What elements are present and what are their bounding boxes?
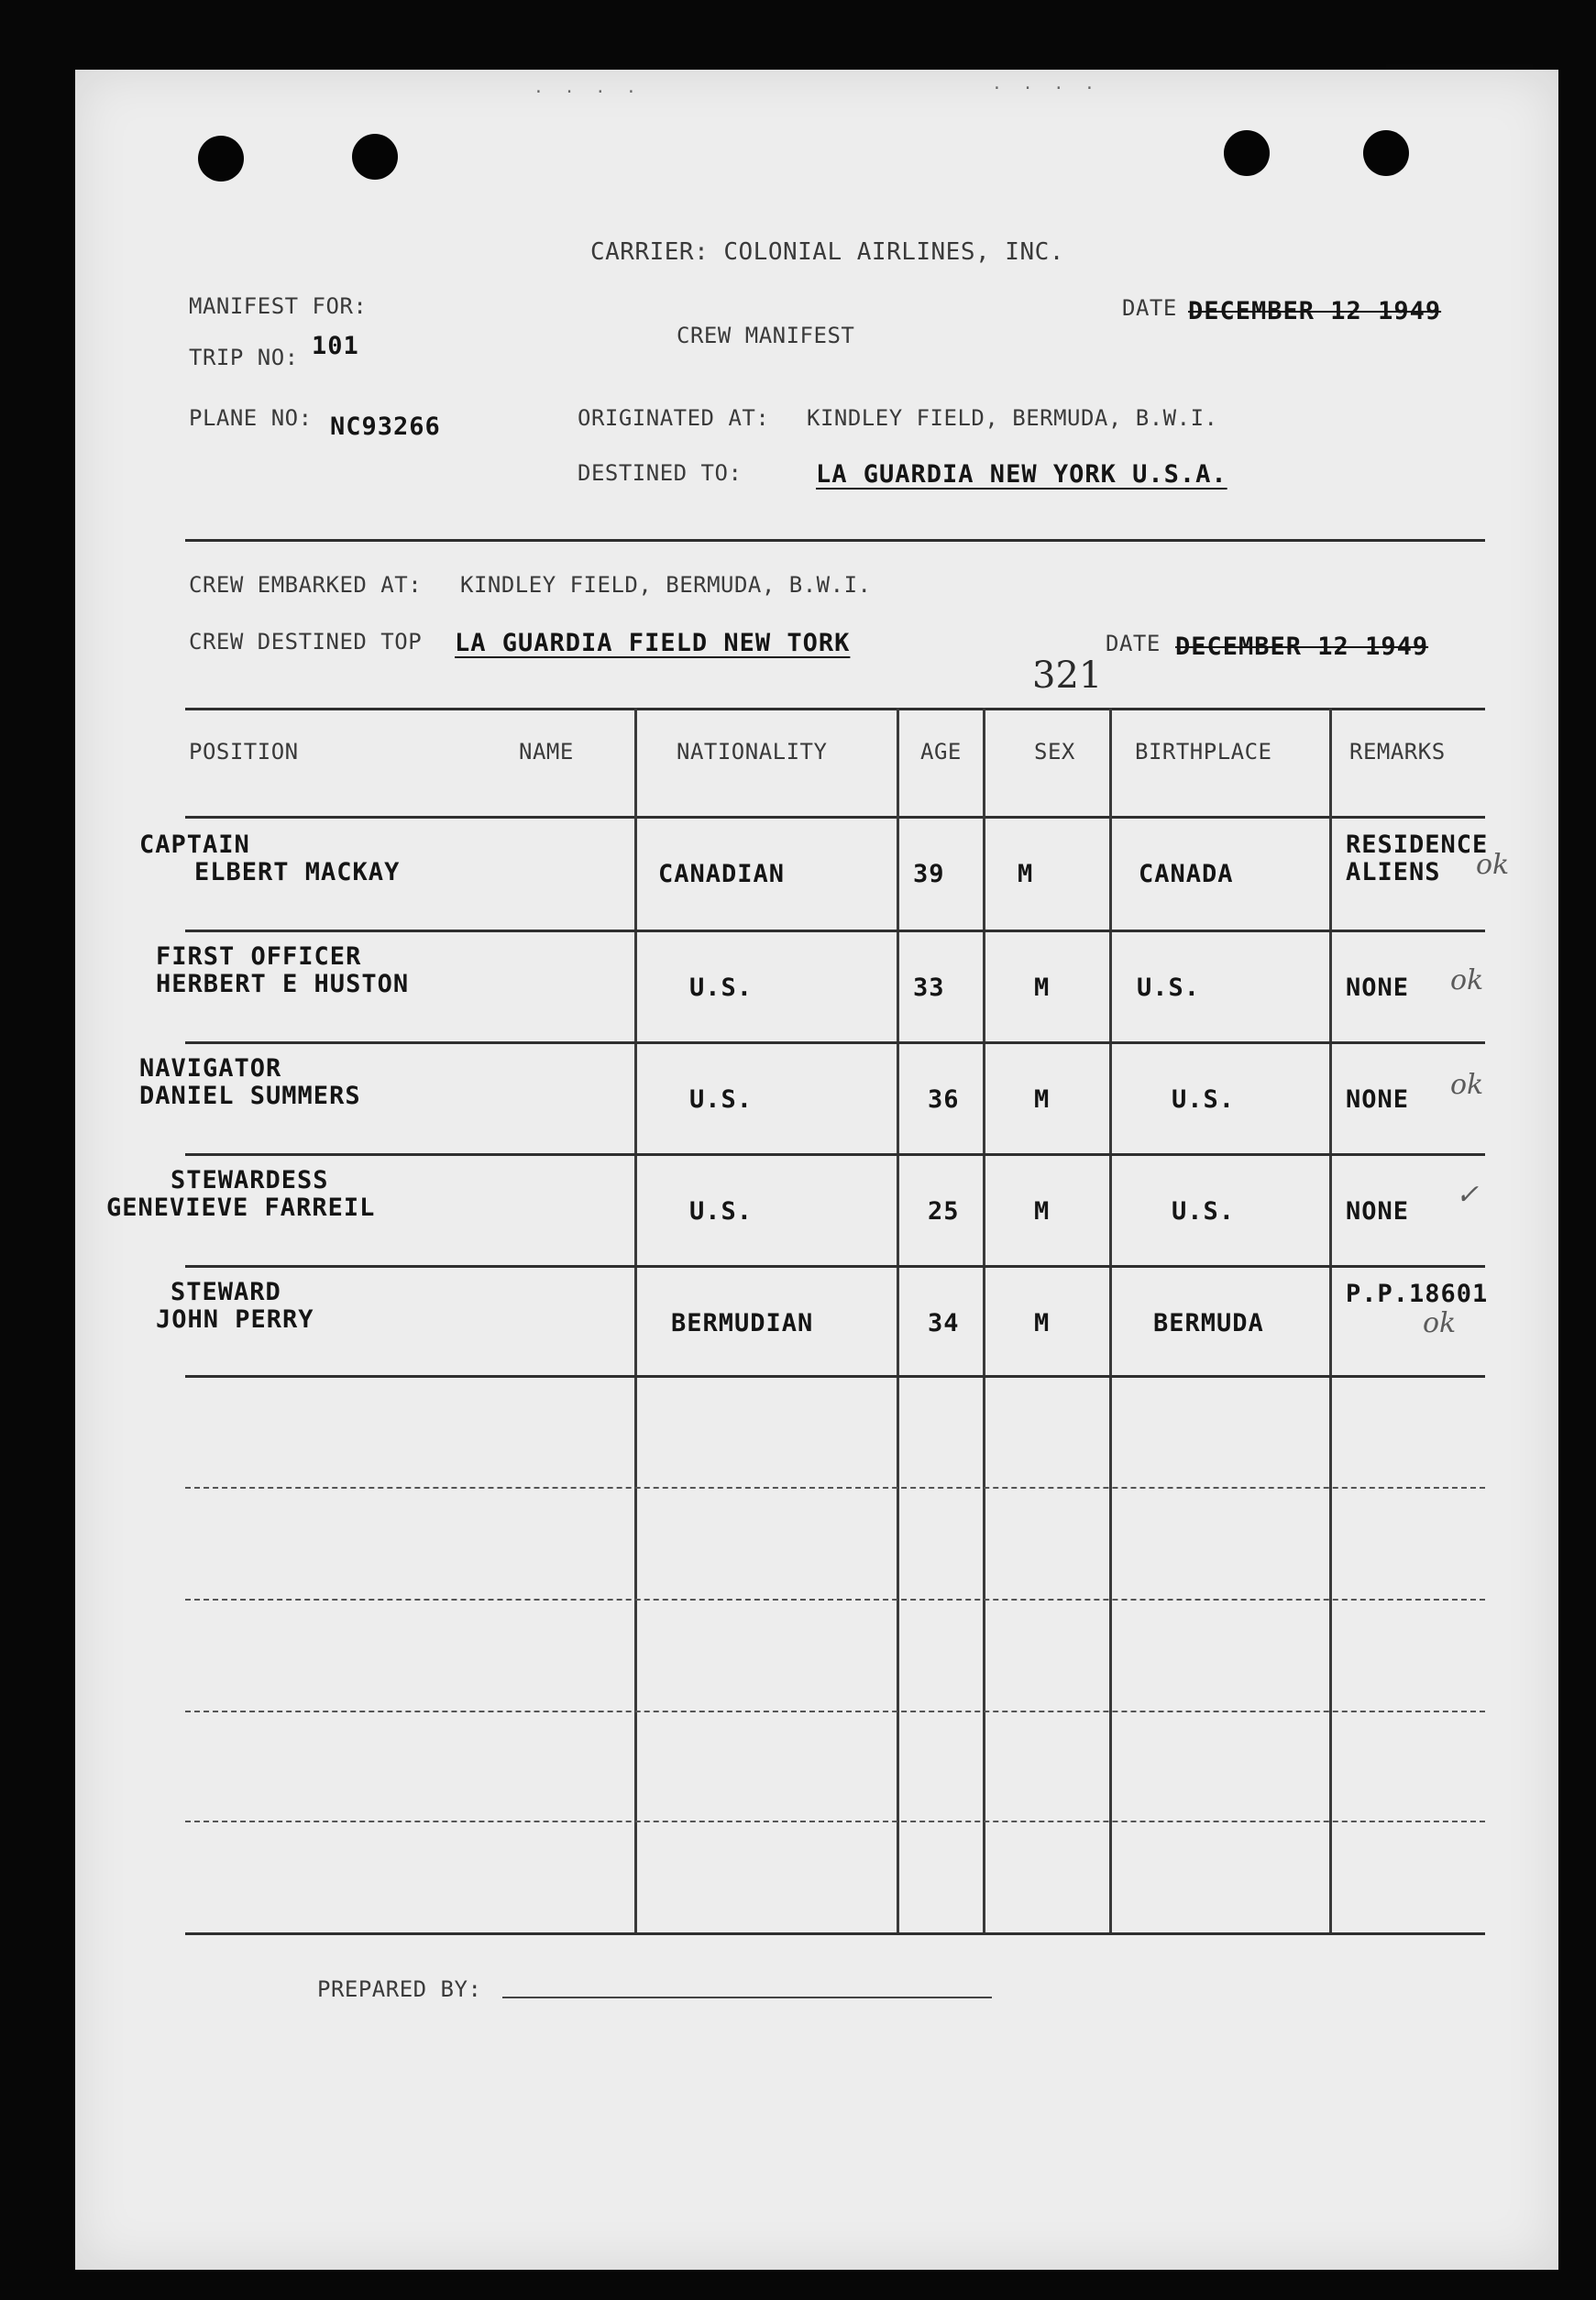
plane-value: NC93266 [330,413,441,441]
row-birthplace: U.S. [1137,974,1201,1002]
handwritten-check: ok [1476,849,1510,881]
originated-value: KINDLEY FIELD, BERMUDA, B.W.I. [807,405,1218,431]
trip-value: 101 [312,332,359,360]
crew-date-label: DATE [1106,631,1161,656]
scan-speck: · · · · [534,83,642,102]
manifest-for-label: MANIFEST FOR: [189,293,368,319]
punch-hole-3 [1224,130,1270,176]
table-bottom-border [185,1932,1485,1935]
column-divider [983,708,985,1932]
row-divider [185,1599,1485,1601]
row-age: 25 [928,1197,960,1226]
plane-label: PLANE NO: [189,405,313,431]
row-remarks: P.P.18601 [1346,1280,1489,1308]
handwritten-check: ok [1423,1307,1457,1339]
row-divider [185,1375,1485,1378]
column-divider [634,708,637,1932]
row-birthplace: U.S. [1172,1197,1236,1226]
header-remarks: REMARKS [1349,739,1446,765]
row-nationality: BERMUDIAN [671,1309,814,1337]
row-position: STEWARD [171,1278,281,1306]
punch-hole-2 [352,134,398,180]
column-divider [1109,708,1112,1932]
row-divider [185,1265,1485,1268]
row-divider [185,1487,1485,1489]
row-sex: M [1034,974,1051,1002]
row-nationality: U.S. [689,1085,754,1114]
row-name: JOHN PERRY [156,1305,314,1334]
header-birthplace: BIRTHPLACE [1135,739,1272,765]
crew-destined-value: LA GUARDIA FIELD NEW TORK [455,629,851,657]
row-name: HERBERT E HUSTON [156,970,410,998]
row-position: FIRST OFFICER [156,942,362,971]
header-divider [185,539,1485,542]
row-position: CAPTAIN [139,831,250,859]
row-birthplace: BERMUDA [1153,1309,1264,1337]
row-age: 34 [928,1309,960,1337]
row-birthplace: CANADA [1139,860,1234,888]
destined-label: DESTINED TO: [578,460,743,486]
row-age: 36 [928,1085,960,1114]
row-sex: M [1018,860,1034,888]
row-remarks: NONE [1346,1197,1410,1226]
table-top-border [185,708,1485,710]
row-name: GENEVIEVE FARREIL [106,1194,376,1222]
row-divider [185,930,1485,932]
crew-date-value: DECEMBER 12 1949 [1175,633,1429,661]
table-header-border [185,816,1485,819]
date-label: DATE [1122,295,1177,321]
row-name: ELBERT MACKAY [194,858,401,886]
signature-line [502,1997,992,1998]
row-divider [185,1821,1485,1822]
row-remarks: RESIDENCE [1346,831,1489,859]
prepared-by-label: PREPARED BY: [317,1976,482,2002]
row-divider [185,1711,1485,1712]
row-nationality: CANADIAN [658,860,786,888]
crew-embarked-label: CREW EMBARKED AT: [189,572,423,598]
row-sex: M [1034,1309,1051,1337]
originated-label: ORIGINATED AT: [578,405,770,431]
header-name: NAME [519,739,574,765]
document-title: CREW MANIFEST [677,323,855,348]
row-remarks: NONE [1346,1085,1410,1114]
handwritten-check: ok [1450,964,1484,996]
punch-hole-4 [1363,130,1409,176]
row-position: STEWARDESS [171,1166,329,1194]
row-age: 39 [913,860,945,888]
row-position: NAVIGATOR [139,1054,282,1083]
crew-embarked-value: KINDLEY FIELD, BERMUDA, B.W.I. [460,572,872,598]
row-remarks-line2: ALIENS [1346,858,1441,886]
row-nationality: U.S. [689,974,754,1002]
crew-manifest-page [75,70,1558,2270]
stamp-number: 321 [1032,655,1103,697]
destined-value: LA GUARDIA NEW YORK U.S.A. [816,460,1227,489]
row-sex: M [1034,1085,1051,1114]
column-divider [1329,708,1332,1932]
header-sex: SEX [1034,739,1075,765]
header-position: POSITION [189,739,299,765]
crew-destined-label: CREW DESTINED TOP [189,629,423,655]
row-birthplace: U.S. [1172,1085,1236,1114]
handwritten-check: ok [1450,1069,1484,1101]
row-remarks: NONE [1346,974,1410,1002]
scan-speck: · · · · [992,79,1100,98]
column-divider [897,708,899,1932]
row-age: 33 [913,974,945,1002]
row-name: DANIEL SUMMERS [139,1082,361,1110]
handwritten-check: ✓ [1456,1179,1480,1211]
row-sex: M [1034,1197,1051,1226]
trip-label: TRIP NO: [189,345,299,370]
header-nationality: NATIONALITY [677,739,828,765]
row-divider [185,1041,1485,1044]
header-age: AGE [920,739,962,765]
punch-hole-1 [198,136,244,182]
row-divider [185,1153,1485,1156]
date-value: DECEMBER 12 1949 [1188,297,1442,325]
carrier-line: CARRIER: COLONIAL AIRLINES, INC. [590,238,1064,266]
row-nationality: U.S. [689,1197,754,1226]
